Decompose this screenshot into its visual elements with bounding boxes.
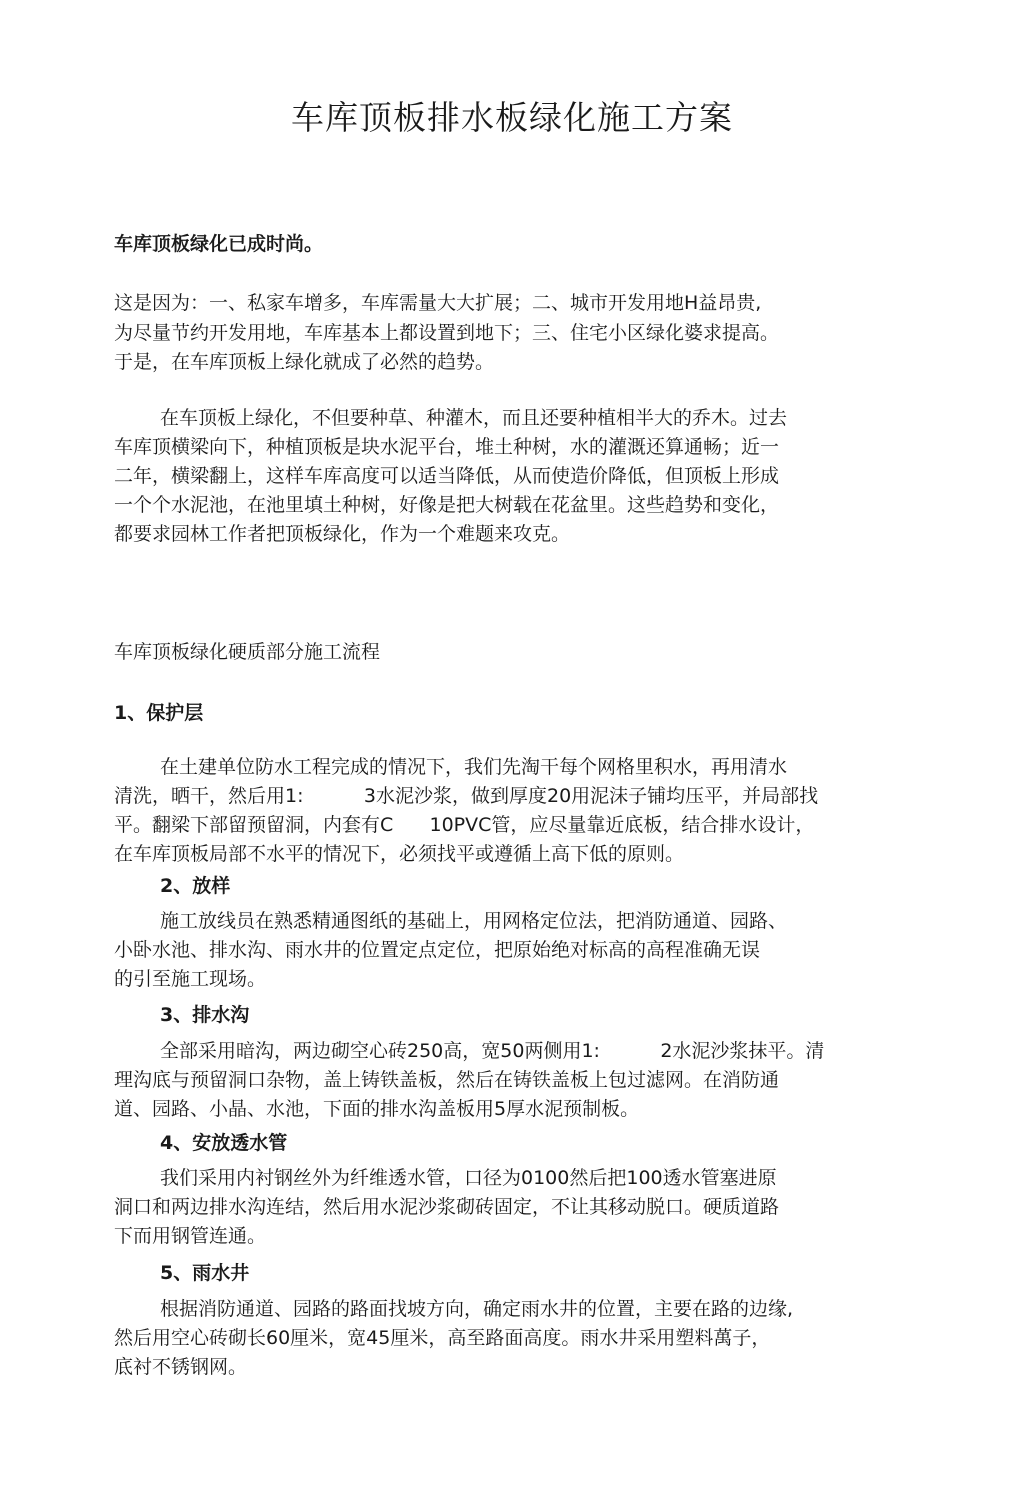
para2-line: 二年，横梁翻上，这样车库高度可以适当降低，从而使造价降低，但顶板上形成 — [114, 465, 780, 487]
s2-heading: 2、放样 — [160, 875, 231, 897]
s2-line: 施工放线员在熟悉精通图纸的基础上，用网格定位法，把消防通道、园路、 — [160, 910, 788, 932]
para2-line: 在车顶板上绿化，不但要种草、种灌木，而且还要种植相半大的乔木。过去 — [160, 407, 788, 429]
s5-line: 然后用空心砖砌长60厘米，宽45厘米，高至路面高度。雨水井采用塑料萬子， — [114, 1327, 771, 1349]
para1-line: 为尽量节约开发用地，车库基本上都设置到地下；三、住宅小区绿化婆求提高。 — [114, 322, 780, 344]
s4-line: 洞口和两边排水沟连结，然后用水泥沙浆砌砖固定，不让其移动脱口。硬质道路 — [114, 1196, 780, 1218]
s3-heading: 3、排水沟 — [160, 1004, 250, 1026]
s1-heading: 1、保护层 — [114, 702, 204, 724]
para1-line: 这是因为：一、私家车增多，车库需量大大扩展；二、城市开发用地H益昂贵, — [114, 292, 762, 314]
s2-line: 的引至施工现场。 — [114, 968, 267, 990]
s5-heading: 5、雨水井 — [160, 1262, 250, 1284]
s4-line: 我们采用内衬钢丝外为纤维透水管，口径为0100然后把100透水管塞进原 — [160, 1167, 777, 1189]
s4-line: 下而用钢管连通。 — [114, 1225, 267, 1247]
s3-line: 理沟底与预留洞口杂物，盖上铸铁盖板，然后在铸铁盖板上包过滤网。在消防通 — [114, 1069, 780, 1091]
s3-line: 全部采用暗沟，两边砌空心砖250高，宽50两侧用1: 2水泥沙浆抹平。清 — [160, 1040, 825, 1062]
para2-line: 都要求园林工作者把顶板绿化，作为一个难题来攻克。 — [114, 523, 571, 545]
para2-line: 车库顶横梁向下，种植顶板是块水泥平台，堆土种树，水的灌溉还算通畅；近一 — [114, 436, 780, 458]
para1-line: 于是，在车库顶板上绿化就成了必然的趋势。 — [114, 351, 495, 373]
s5-line: 根据消防通道、园路的路面找坡方向，确定雨水井的位置，主要在路的边缘, — [160, 1298, 794, 1320]
para2-line: 一个个水泥池，在池里填土种树，好像是把大树载在花盆里。这些趋势和变化， — [114, 494, 780, 516]
s1-line: 清洗，晒干，然后用1: 3水泥沙浆，做到厚度20用泥沫子铺均压平，并局部找 — [114, 785, 819, 807]
s1-line: 在车库顶板局部不水平的情况下，必须找平或遵循上高下低的原则。 — [114, 843, 685, 865]
s1-line: 在土建单位防水工程完成的情况下，我们先淘干每个网格里积水，再用清水 — [160, 756, 788, 778]
s4-heading: 4、安放透水管 — [160, 1132, 288, 1154]
s1-line: 平。翻梁下部留预留洞，内套有C 10PVC管，应尽量靠近底板，结合排水设计， — [114, 814, 815, 836]
s2-line: 小卧水池、排水沟、雨水井的位置定点定位，把原始绝对标高的高程准确无误 — [114, 939, 761, 961]
section-title: 车库顶板绿化硬质部分施工流程 — [114, 641, 381, 663]
document-title: 车库顶板排水板绿化施工方案 — [291, 98, 733, 137]
s5-line: 底衬不锈钢网。 — [114, 1356, 248, 1378]
intro-heading: 车库顶板绿化已成时尚。 — [114, 233, 324, 255]
s3-line: 道、园路、小晶、水池，下面的排水沟盖板用5厚水泥预制板。 — [114, 1098, 640, 1120]
